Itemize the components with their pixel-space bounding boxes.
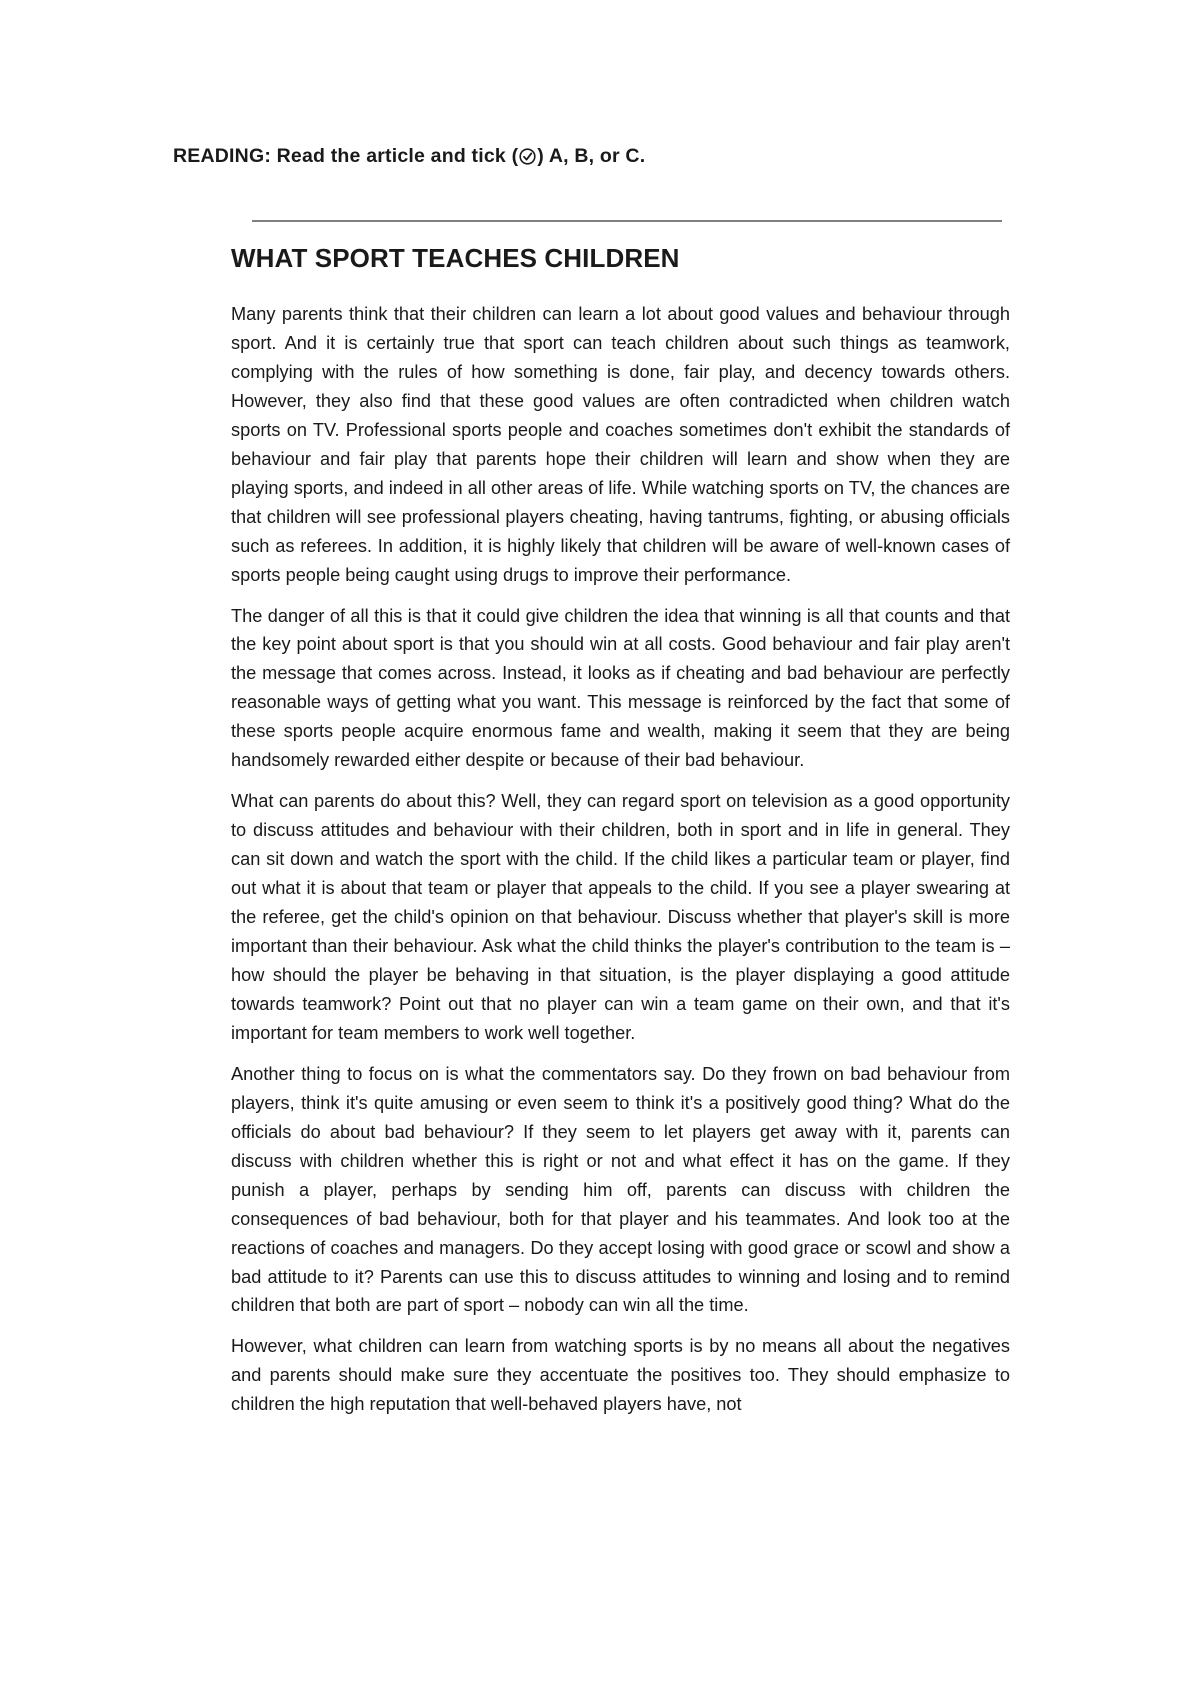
instruction-prefix: READING: Read the article and tick ( [173, 145, 519, 167]
article-paragraph-4: Another thing to focus on is what the commentators say. Do they frown on bad behaviour from players, think it's quite amusing or even seem to think it's a positively good thing? What do the officials do about bad behaviour? If they seem to let players get away with it, parents can discuss with children whether this is right or not and what effect it has on the game. If they punish a player, perhaps by sending him off, parents can discuss with children the consequences of bad behaviour, both for that player and his teammates. And look too at the reactions of coaches and managers. Do they accept losing with good grace or scowl and show a bad attitude to it? Parents can use this to discuss attitudes to winning and losing and to remind children that both are part of sport – nobody can win all the time. [231, 1063, 1010, 1316]
instruction-suffix: ) A, B, or C. [537, 145, 646, 167]
section-divider [252, 220, 1002, 222]
article-title: WHAT SPORT TEACHES CHILDREN [231, 243, 680, 273]
article-paragraph-3: What can parents do about this? Well, they can regard sport on television as a good opportunity to discuss attitudes and behaviour with their children, both in sport and in life in general. They can sit down and watch the sport with the child. If the child likes a particular team or player, find out what it is about that team or player that appeals to the child. If you see a player swearing at the referee, get the child's opinion on that behaviour. Discuss whether that player's skill is more important than their behaviour. Ask what the child thinks the player's contribution to the team is – how should the player be behaving in that situation, is the player displaying a good attitude towards teamwork? Point out that no player can win a team game on their own, and that it's important for team members to work well together. [231, 791, 1010, 1043]
article-paragraph-1: Many parents think that their children can learn a lot about good values and behaviour through sport. And it is certainly true that sport can teach children about such things as teamwork, complying with the rules of how something is done, fair play, and decency towards others. However, they also find that these good values are often contradicted when children watch sports on TV. Professional sports people and coaches sometimes don't exhibit the standards of behaviour and fair play that parents hope their children will learn and show when they are playing sports, and indeed in all other areas of life. While watching sports on TV, the chances are that children will see professional players cheating, having tantrums, fighting, or abusing officials such as referees. In addition, it is highly likely that children will be aware of well-known cases of sports people being caught using drugs to improve their performance. [231, 304, 1010, 585]
article-paragraph-5: However, what children can learn from watching sports is by no means all about the negatives and parents should make sure they accentuate the positives too. They should emphasize to children the high reputation that well-behaved players have, not [231, 1336, 1010, 1415]
article-paragraph-2: The danger of all this is that it could give children the idea that winning is all that counts and that the key point about sport is that you should win at all costs. Good behaviour and fair play aren't the message that comes across. Instead, it looks as if cheating and bad behaviour are perfectly reasonable ways of getting what you want. This message is reinforced by the fact that some of these sports people acquire enormous fame and wealth, making it seem that they are being handsomely rewarded either despite or because of their bad behaviour. [231, 605, 1010, 771]
article [231, 240, 1010, 1419]
reading-instruction [173, 145, 645, 171]
tick-circle-icon [519, 148, 536, 171]
